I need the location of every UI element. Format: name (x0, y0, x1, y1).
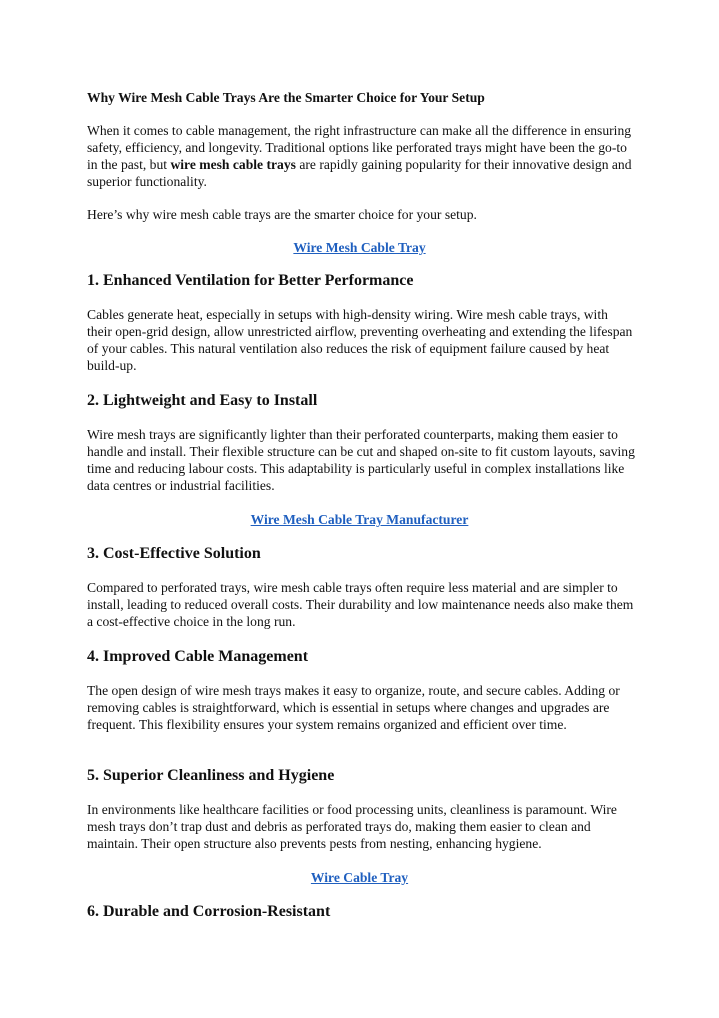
link-row-2 (87, 511, 632, 528)
document-title: Why Wire Mesh Cable Trays Are the Smarter Choice for Your Setup (87, 90, 485, 105)
section-2-body: Wire mesh trays are significantly lighter than their perforated counterparts, making them easier to handle and install. Their flexible structure can be cut and shaped on-site to fit custom layouts, saving time and reducing labour costs. This adaptability is particularly useful in complex installations like data centres or industrial facilities. (87, 427, 635, 493)
wire-cable-tray-link[interactable]: Wire Cable Tray (310, 870, 409, 885)
section-5-heading: 5. Superior Cleanliness and Hygiene (87, 767, 335, 784)
intro-paragraph (87, 122, 635, 190)
wire-mesh-cable-tray-link[interactable]: Wire Mesh Cable Tray (293, 240, 426, 255)
intro-text-end: are rapidly gaining popularity for their innovative design and superior functionality. (87, 157, 632, 189)
section-4-body: The open design of wire mesh trays makes it easy to organize, route, and secure cables. Adding or removing cables is straightforward, which is essential in setups where changes and upgrades are frequent. This flexibility ensures your system remains organized and efficient over time. (87, 683, 620, 732)
section-3-heading: 3. Cost-Effective Solution (87, 545, 261, 562)
intro-text-start: When it comes to cable management, the right infrastructure can make all the difference in ensuring safety, efficiency, and longevity. Traditional options like perforated trays might have been the go-to in the past, but (87, 123, 632, 172)
section-3-body: Compared to perforated trays, wire mesh cable trays often require less material and are simpler to install, leading to reduced overall costs. Their durability and low maintenance needs also make them a cost-effective choice in the long run. (87, 580, 634, 629)
intro-summary: Here’s why wire mesh cable trays are the smarter choice for your setup. (87, 207, 477, 222)
section-6-heading: 6. Durable and Corrosion-Resistant (87, 903, 331, 920)
section-5-body: In environments like healthcare facilities or food processing units, cleanliness is paramount. Wire mesh trays don’t trap dust and debris as perforated trays do, making them easier to clean and maintain. Their open structure also prevents pests from nesting, enhancing hygiene. (87, 802, 617, 851)
link-row-1 (87, 239, 632, 256)
section-1-heading: 1. Enhanced Ventilation for Better Performance (87, 272, 414, 289)
section-1-body: Cables generate heat, especially in setups with high-density wiring. Wire mesh cable trays, with their open-grid design, allow unrestricted airflow, preventing overheating and extending the lifespan of your cables. This natural ventilation also reduces the risk of equipment failure caused by heat build-up. (87, 307, 633, 373)
section-2-heading: 2. Lightweight and Easy to Install (87, 392, 318, 409)
section-4-heading: 4. Improved Cable Management (87, 648, 309, 665)
link-row-3 (87, 869, 632, 886)
wire-mesh-cable-tray-manufacturer-link[interactable]: Wire Mesh Cable Tray Manufacturer (250, 512, 469, 527)
intro-bold-term: wire mesh cable trays (170, 157, 296, 172)
